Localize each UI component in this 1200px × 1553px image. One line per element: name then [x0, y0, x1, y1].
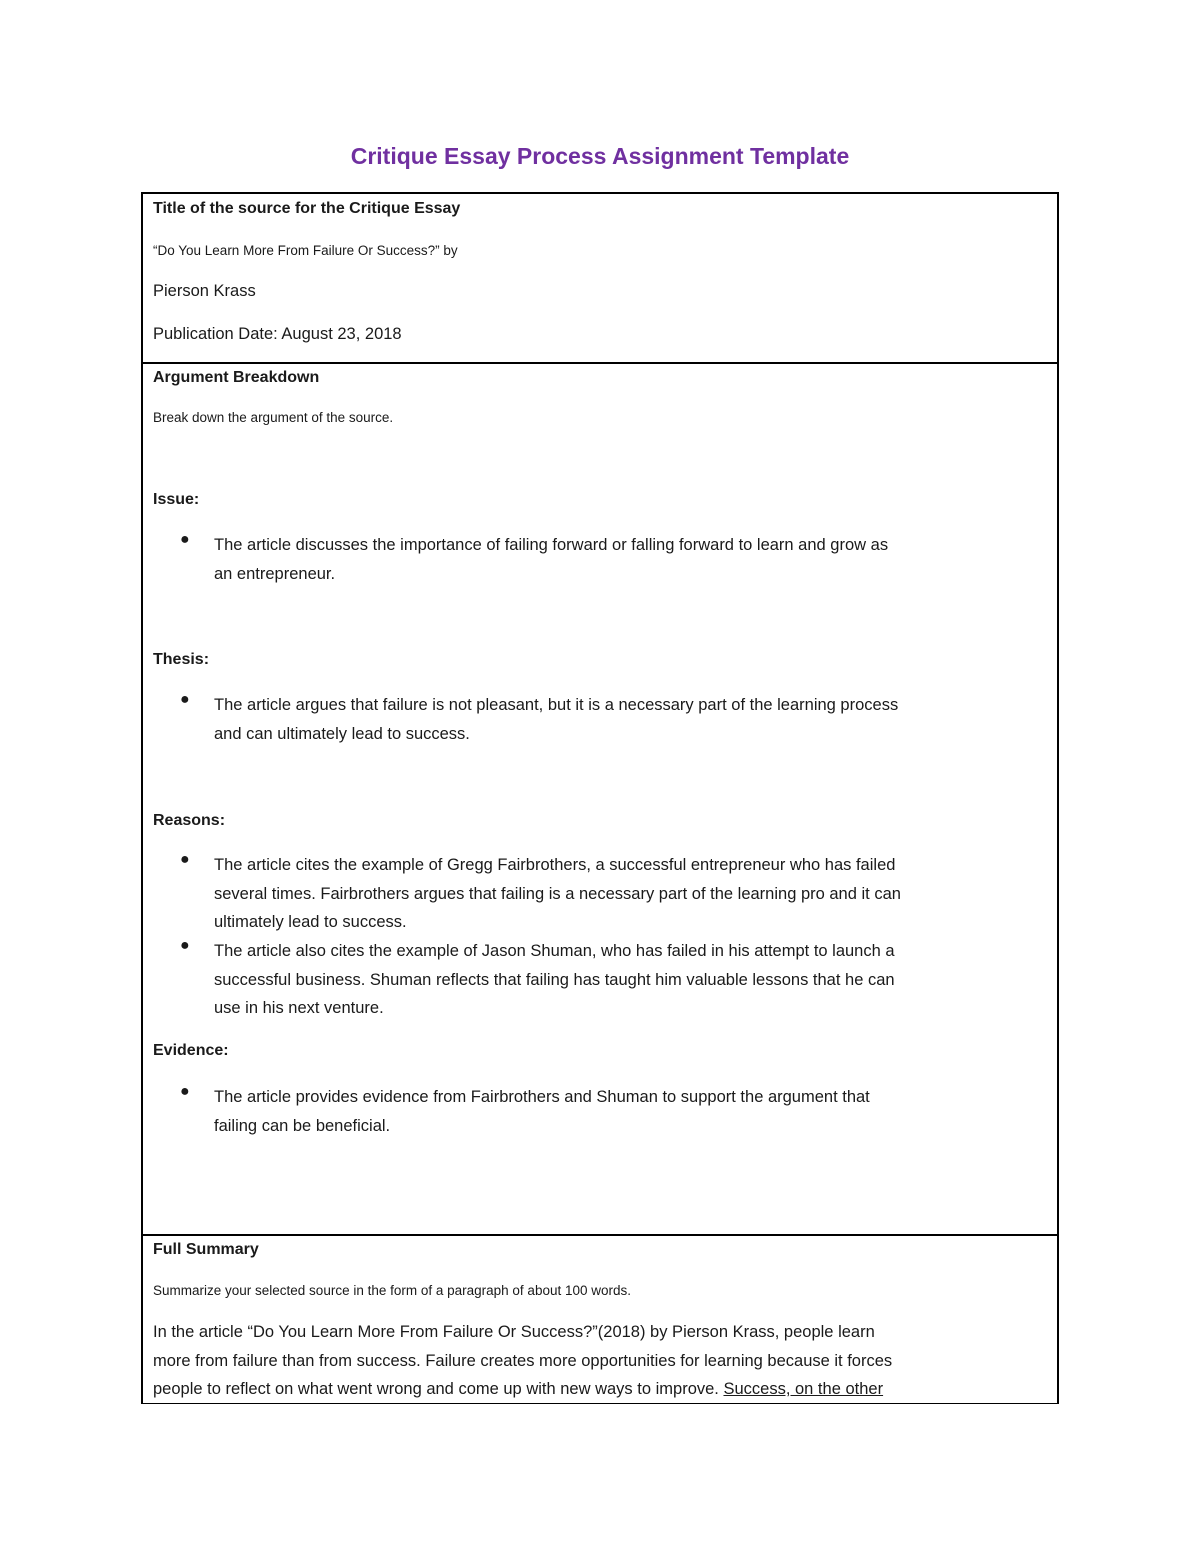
source-author: Pierson Krass	[153, 282, 256, 300]
source-title: “Do You Learn More From Failure Or Success?” by	[153, 243, 458, 258]
thesis-label: Thesis:	[153, 651, 210, 668]
page-title: Critique Essay Process Assignment Template	[350, 143, 850, 169]
bullet-text: The article provides evidence from Fairbrothers and Shuman to support the argument that failing can be beneficial.	[214, 1088, 870, 1135]
issue-label: Issue:	[153, 491, 200, 508]
bullet-text: The article argues that failure is not pleasant, but it is a necessary part of the learning process and can ultimately lead to success.	[214, 696, 899, 743]
argument-heading: Argument Breakdown	[153, 369, 320, 386]
reasons-label: Reasons:	[153, 812, 226, 829]
bullet-icon: ●	[180, 531, 190, 548]
summary-paragraph: In the article “Do You Learn More From Failure Or Success?”(2018) by Pierson Krass, people learn more from failure than from success. Failure creates more opportunities for learning because it forces people to reflect on what went wrong and come up with new ways to improve. Success, on the other	[153, 1323, 893, 1398]
assignment-table	[141, 192, 1059, 1404]
source-heading: Title of the source for the Critique Essay	[153, 200, 461, 217]
bullet-icon: ●	[180, 851, 190, 868]
bullet-text: The article also cites the example of Jason Shuman, who has failed in his attempt to launch a successful business. Shuman reflects that failing has taught him valuable lessons that he can use in his next venture.	[214, 942, 895, 1018]
summary-section	[141, 1236, 1059, 1404]
publication-date: Publication Date: August 23, 2018	[153, 325, 402, 343]
bullet-icon: ●	[180, 937, 190, 954]
source-section	[141, 192, 1059, 364]
bullet-icon: ●	[180, 691, 190, 708]
argument-instruction: Break down the argument of the source.	[153, 410, 394, 425]
bullet-text: The article cites the example of Gregg Fairbrothers, a successful entrepreneur who has failed several times. Fairbrothers argues that failing is a necessary part of the learning pro and it can ultimately lead to success.	[214, 856, 901, 932]
summary-instruction: Summarize your selected source in the form of a paragraph of about 100 words.	[153, 1283, 632, 1298]
argument-section	[141, 364, 1059, 1236]
summary-heading: Full Summary	[153, 1241, 259, 1258]
bullet-icon: ●	[180, 1083, 190, 1100]
bullet-text: The article discusses the importance of failing forward or falling forward to learn and grow as an entrepreneur.	[214, 536, 889, 583]
evidence-label: Evidence:	[153, 1042, 229, 1059]
